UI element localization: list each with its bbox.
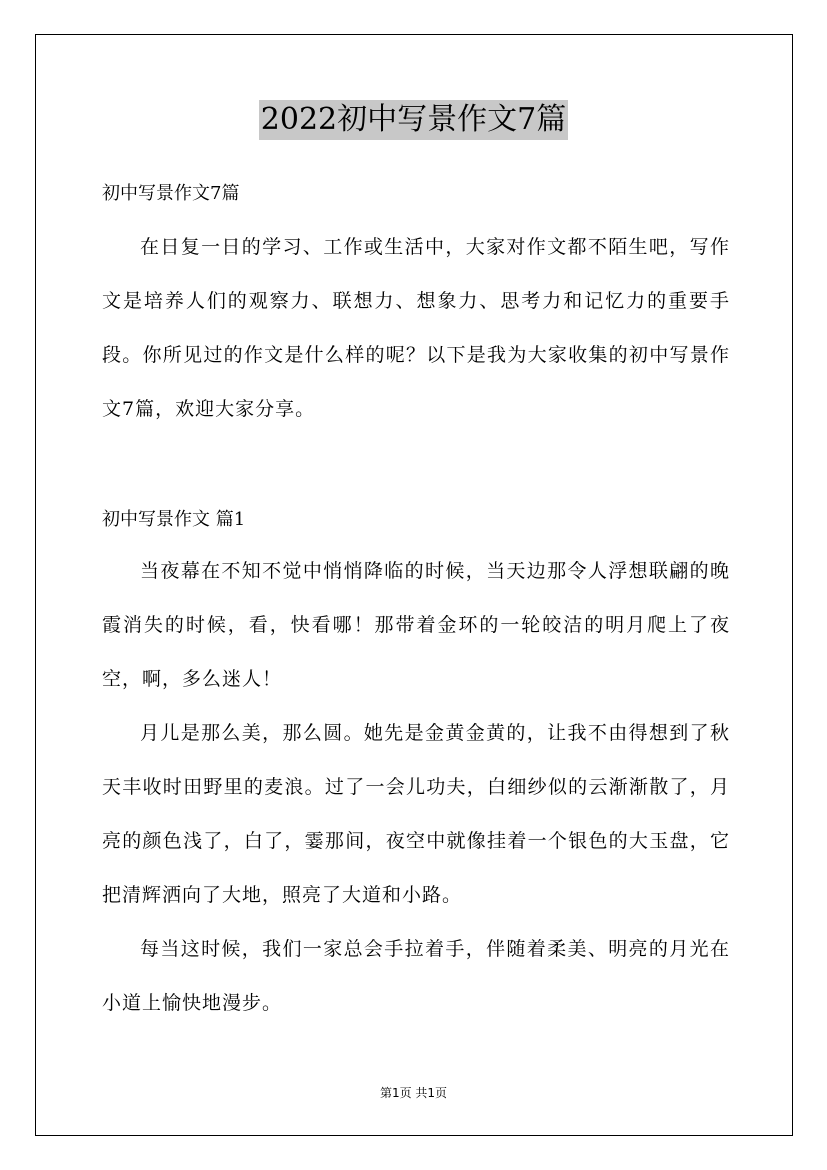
section-1-paragraph-3: 每当这时候，我们一家总会手拉着手，伴随着柔美、明亮的月光在小道上愉快地漫步。	[102, 938, 730, 1014]
section-1-paragraph-1: 当夜幕在不知不觉中悄悄降临的时候，当天边那令人浮想联翩的晚霞消失的时候，看，快看哪！那带着金环的一轮皎洁的明月爬上了夜空，啊，多么迷人！	[102, 560, 730, 690]
section-1-paragraph-2: 月儿是那么美，那么圆。她先是金黄金黄的，让我不由得想到了秋天丰收时田野里的麦浪。过了一会儿功夫，白细纱似的云渐渐散了，月亮的颜色浅了，白了，霎那间，夜空中就像挂着一个银色的大玉盘，它把清辉洒向了大地，照亮了大道和小路。	[102, 722, 730, 906]
section-1-heading: 初中写景作文 篇1	[102, 509, 246, 530]
document-title: 2022初中写景作文7篇	[259, 100, 568, 140]
intro-paragraph: 在日复一日的学习、工作或生活中，大家对作文都不陌生吧，写作文是培养人们的观察力、联想力、想象力、思考力和记忆力的重要手段。你所见过的作文是什么样的呢？以下是我为大家收集的初中写景作文7篇，欢迎大家分享。	[102, 236, 730, 420]
page-number-footer: 第1页 共1页	[379, 1086, 448, 1100]
document-subtitle: 初中写景作文7篇	[102, 183, 240, 204]
intro-block	[102, 220, 730, 436]
title-container	[0, 100, 827, 140]
section-1-body	[102, 544, 730, 1030]
